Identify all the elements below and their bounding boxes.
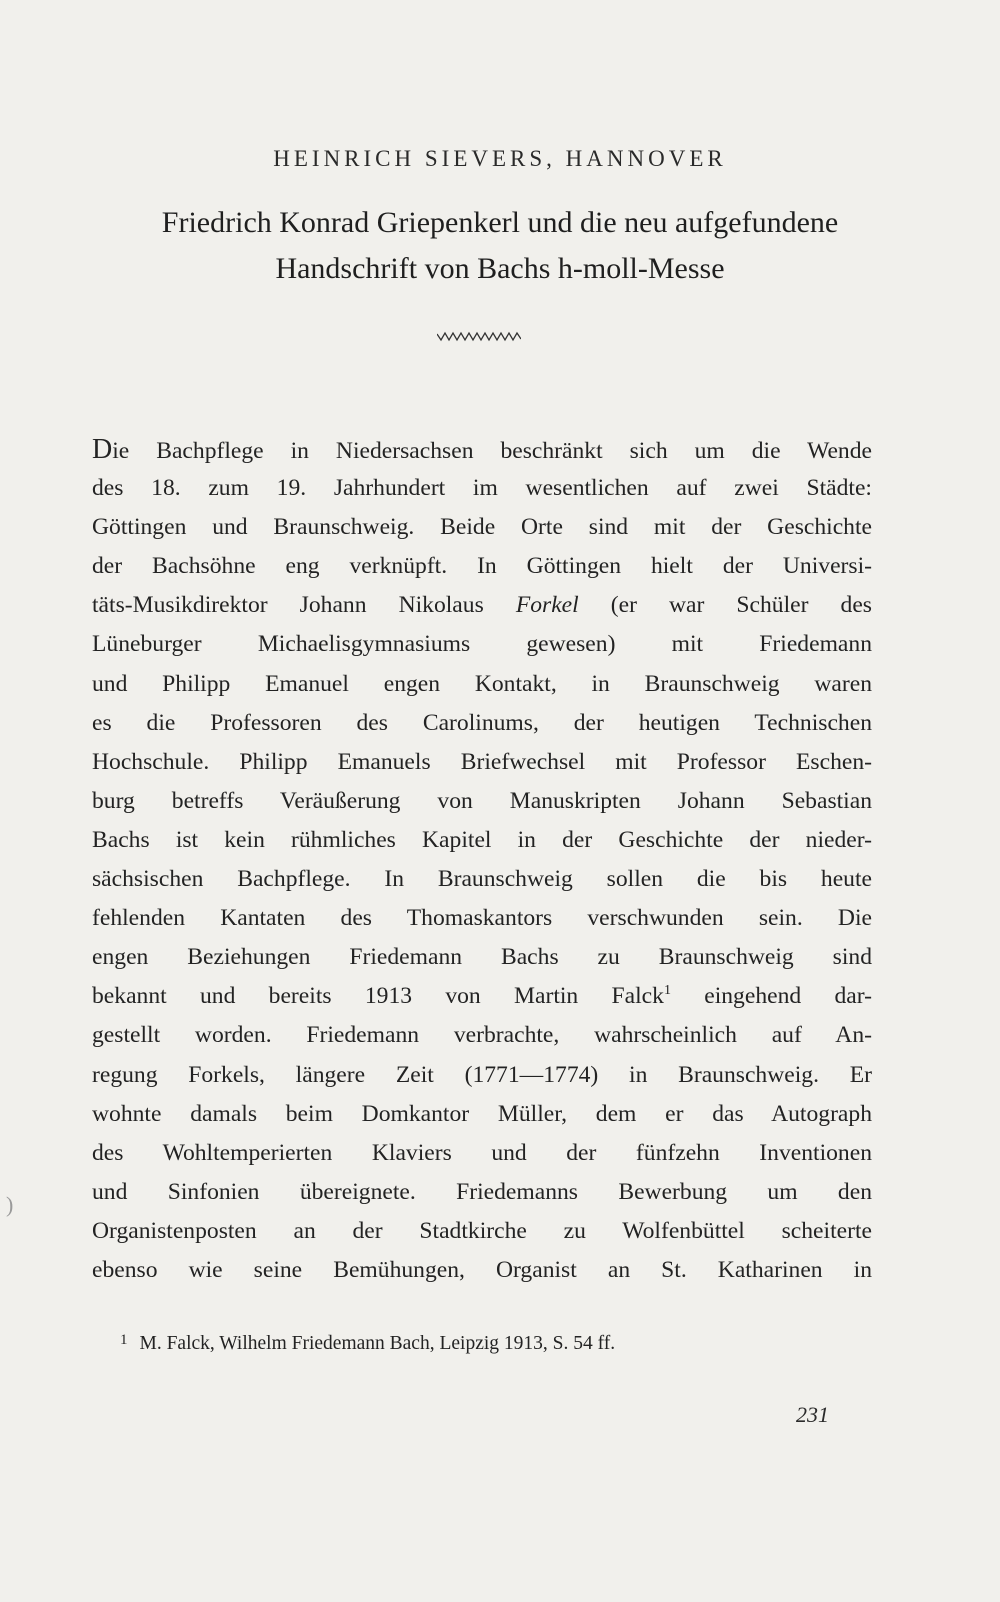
- margin-mark: ): [6, 1192, 14, 1217]
- title-line: Handschrift von Bachs h-moll-Messe: [275, 252, 725, 285]
- text-segment: (er war Schüler des: [578, 592, 872, 619]
- text-line: und Sinfonien übereignete. Friedemanns Bewerbung um den: [92, 1178, 872, 1205]
- text-line: der Bachsöhne eng verknüpft. In Göttingen hielt der Universi-: [92, 553, 872, 580]
- text-line: regung Forkels, längere Zeit (1771—1774) in Braunschweig. Er: [92, 1061, 872, 1088]
- text-line: Organistenposten an der Stadtkirche zu Wolfenbüttel scheiterte: [92, 1217, 872, 1244]
- text-line: [92, 586, 872, 625]
- author-heading: HEINRICH SIEVERS, HANNOVER: [273, 146, 727, 171]
- text-segment: täts-Musikdirektor Johann Nikolaus: [92, 592, 516, 619]
- text-line: Lüneburger Michaelisgymnasiums gewesen) mit Friedemann: [92, 631, 872, 658]
- footnote-marker: 1: [120, 1332, 128, 1348]
- text-line: engen Beziehungen Friedemann Bachs zu Braunschweig sind: [92, 944, 872, 971]
- text-line: ebenso wie seine Bemühungen, Organist an St. Katharinen in: [92, 1256, 872, 1283]
- text-line: wohnte damals beim Domkantor Müller, dem er das Autograph: [92, 1100, 872, 1127]
- footnote-text: M. Falck, Wilhelm Friedemann Bach, Leipzig 1913, S. 54 ff.: [139, 1333, 616, 1354]
- text-segment: bekannt und bereits 1913 von Martin Falck: [92, 983, 664, 1010]
- text-line: Die Bachpflege in Niedersachsen beschränkt sich um die Wende: [92, 434, 872, 465]
- body-paragraph: [92, 430, 872, 1290]
- page-number: 231: [796, 1402, 829, 1427]
- text-line: Hochschule. Philipp Emanuels Briefwechsel mit Professor Eschen-: [92, 748, 872, 775]
- text-line: des 18. zum 19. Jahrhundert im wesentlichen auf zwei Städte:: [92, 475, 872, 502]
- text-line: und Philipp Emanuel engen Kontakt, in Braunschweig waren: [92, 670, 872, 697]
- text-line: gestellt worden. Friedemann verbrachte, wahrscheinlich auf An-: [92, 1022, 872, 1049]
- text-line: fehlenden Kantaten des Thomaskantors verschwunden sein. Die: [92, 905, 872, 932]
- text-line: [92, 977, 872, 1016]
- text-line: des Wohltemperierten Klaviers und der fünfzehn Inventionen: [92, 1139, 872, 1166]
- article-title: [80, 200, 920, 292]
- text-segment: eingehend dar-: [670, 983, 872, 1010]
- wavy-ornament-icon: [437, 330, 521, 342]
- text-line: sächsischen Bachpflege. In Braunschweig sollen die bis heute: [92, 866, 872, 893]
- footnote-reference: 1: [663, 983, 671, 999]
- text-line: Göttingen und Braunschweig. Beide Orte sind mit der Geschichte: [92, 514, 872, 541]
- emphasis-name: Forkel: [515, 592, 579, 619]
- footnote: [120, 1332, 615, 1355]
- text-line: Bachs ist kein rühmliches Kapitel in der Geschichte der nieder-: [92, 826, 872, 853]
- text-line: es die Professoren des Carolinums, der heutigen Technischen: [92, 709, 872, 736]
- title-line: Friedrich Konrad Griepenkerl und die neu aufgefundene: [161, 206, 839, 239]
- text-line: burg betreffs Veräußerung von Manuskripten Johann Sebastian: [92, 787, 872, 814]
